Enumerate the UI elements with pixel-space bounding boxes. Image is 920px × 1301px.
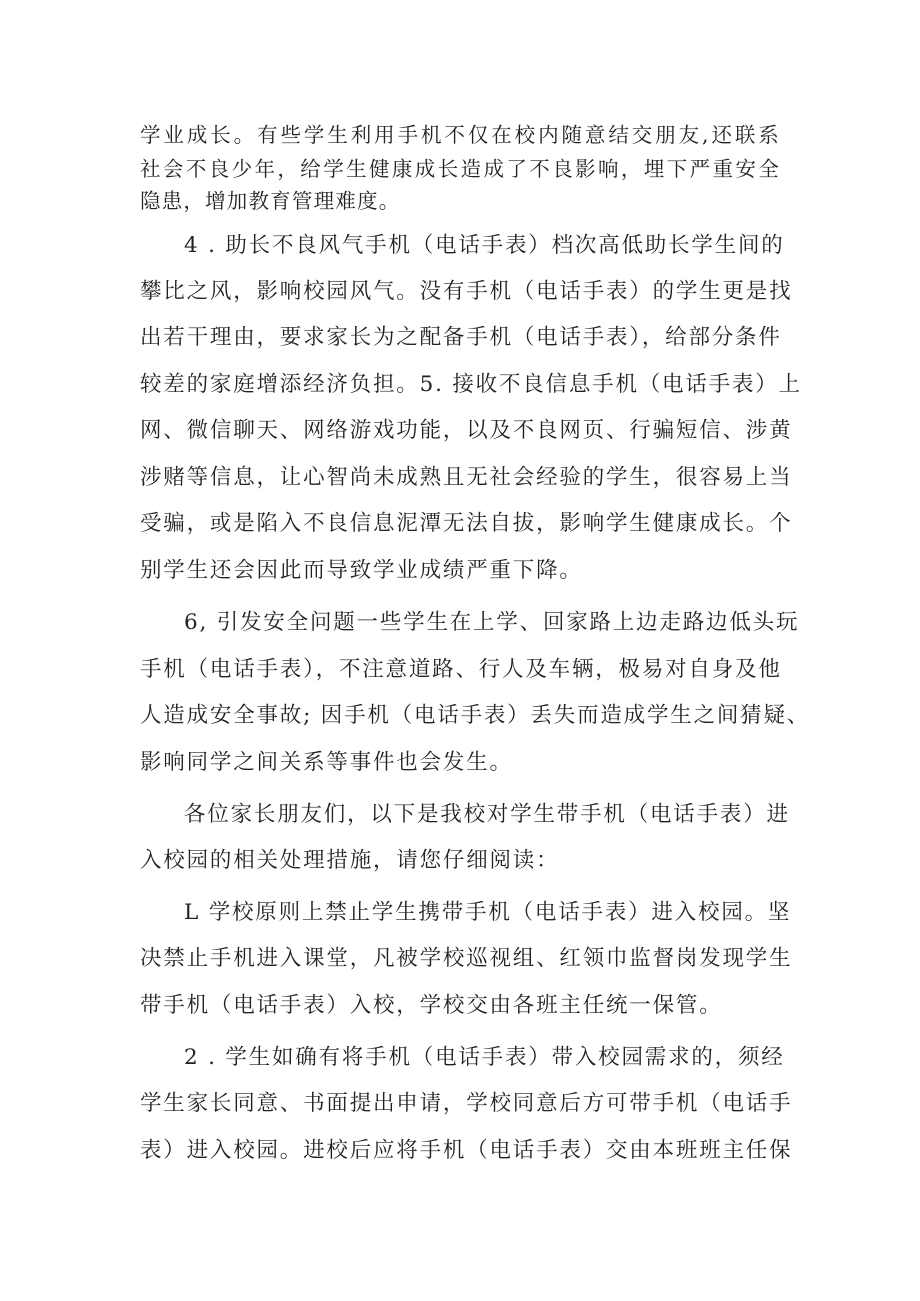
text-line: 别学生还会因此而导致学业成绩严重下降。 xyxy=(140,558,583,583)
text-line: 攀比之风，影响校园风气。没有手机（电话手表）的学生更是找 xyxy=(140,279,793,304)
text-line: 决禁止手机进入课堂，凡被学校巡视组、红领巾监督岗发现学生 xyxy=(140,946,793,971)
text-line: 社会不良少年，给学生健康成长造成了不良影响，埋下严重安全 xyxy=(140,157,780,181)
text-line: 手机（电话手表），不注意道路、行人及车辆，极易对自身及他 xyxy=(140,657,782,682)
text-line: 影响同学之间关系等事件也会发生。 xyxy=(140,750,513,775)
text-line: 受骗，或是陷入不良信息泥潭无法自拔，影响学生健康成长。个 xyxy=(140,511,793,536)
text-line: L 学校原则上禁止学生携带手机（电话手表）进入校园。坚 xyxy=(184,900,792,925)
text-line: 人造成安全事故; 因手机（电话手表）丢失而造成学生之间猜疑、 xyxy=(140,703,811,728)
text-line: 隐患，增加教育管理难度。 xyxy=(140,189,401,213)
text-line: 表）进入校园。进校后应将手机（电话手表）交由本班班主任保 xyxy=(140,1138,793,1163)
text-line: 学业成长。有些学生利用手机不仅在校内随意结交朋友,还联系 xyxy=(140,123,780,147)
text-line: 2 . 学生如确有将手机（电话手表）带入校园需求的，须经 xyxy=(184,1045,785,1070)
text-line: 入校园的相关处理措施，请您仔细阅读： xyxy=(140,848,560,873)
text-line: 网、微信聊天、网络游戏功能，以及不良网页、行骗短信、涉黄 xyxy=(140,418,793,443)
text-line: 涉赌等信息，让心智尚未成熟且无社会经验的学生，很容易上当 xyxy=(140,465,793,490)
text-line: 6, 引发安全问题一些学生在上学、回家路上边走路边低头玩 xyxy=(184,610,800,635)
text-line: 出若干理由，要求家长为之配备手机（电话手表），给部分条件 xyxy=(140,325,782,350)
text-line: 4 . 助长不良风气手机（电话手表）档次高低助长学生间的 xyxy=(184,233,785,258)
text-line: 带手机（电话手表）入校，学校交由各班主任统一保管。 xyxy=(140,993,723,1018)
text-line: 学生家长同意、书面提出申请，学校同意后方可带手机（电话手 xyxy=(140,1091,793,1116)
text-line: 各位家长朋友们，以下是我校对学生带手机（电话手表）进 xyxy=(184,802,790,827)
text-line: 较差的家庭增添经济负担。5. 接收不良信息手机（电话手表）上 xyxy=(140,372,802,397)
